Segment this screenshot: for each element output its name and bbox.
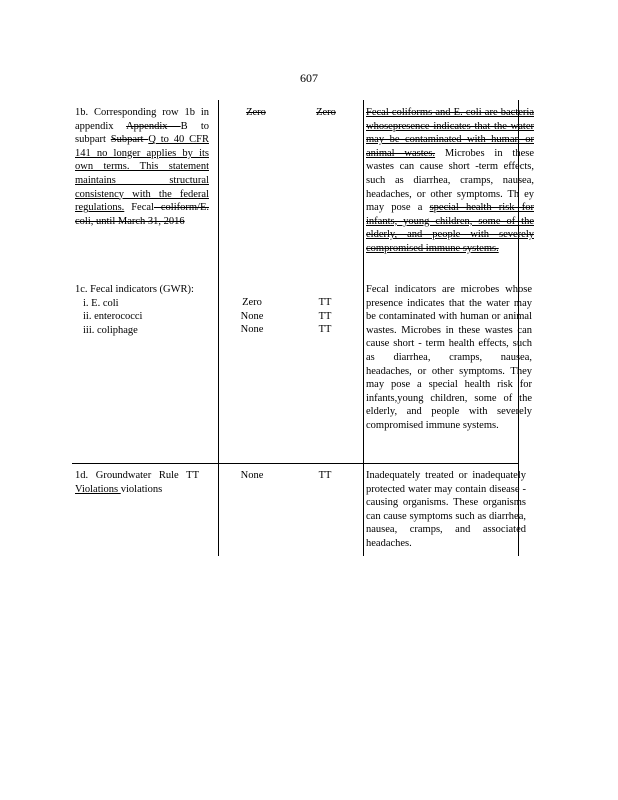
table-column-divider-2	[363, 100, 364, 556]
row-1b-text-5: Q to 40 CFR 141 no longer applies by its own terms. This statement maintains structural consistency with the federal regulations.	[75, 134, 209, 214]
row-1c-item-2: ii. enterococci	[83, 311, 143, 323]
row-1c-title: 1c. Fecal indicators (GWR):	[75, 284, 194, 295]
row-1c-mclg-cell	[222, 296, 282, 337]
row-1b-mcl-cell: Zero	[316, 107, 336, 118]
table-row-divider	[72, 463, 519, 464]
table-column-divider-1	[218, 100, 219, 556]
row-1d-mclg-cell: None	[240, 470, 264, 481]
row-1b-text-6: Fecal	[124, 202, 154, 214]
row-1c-health-effects-cell: Fecal indicators are microbes whose presence indicates that the water may be contaminated with human or animal wastes. Microbes in these wastes can cause short - term health effects, such as diarrhea, cramps, nausea, headaches, or other symptoms. They may pose a special health risk for infants,young children, some of the elderly, and people with severely compromised immune systems.	[366, 284, 532, 431]
row-1d-text-1: 1d. Groundwater Rule TT	[75, 470, 199, 481]
row-1b-text-7: coliform/E. coli, until March 31, 2016	[75, 202, 209, 227]
row-1d-requirement-cell	[75, 469, 199, 496]
row-1b-text-2: Appendix	[126, 120, 181, 132]
row-1b-mclg-cell: Zero	[246, 107, 266, 118]
row-1c-mclg-2: None	[240, 310, 264, 322]
row-1b-health-effects-cell	[366, 106, 534, 256]
row-1c-item-1: i. E. coli	[83, 297, 119, 309]
row-1b-text-3: B to subpart	[75, 120, 209, 146]
row-1d-health-effects-cell: Inadequately treated or inadequately protected water may contain disease -causing organisms. These organisms can cause symptoms such as diarrhea, nausea, cramps, and associated headaches.	[366, 470, 526, 549]
row-1b-text-1: 1b. Corresponding row 1b in appendix	[75, 107, 209, 132]
row-1d-text-3: violations	[120, 483, 163, 495]
row-1b-effects-text-1: Fecal coliforms and E. coli are bacteria whosepresence indicates that the water may be contaminated with human or animal wastes.	[366, 107, 534, 159]
row-1c-requirement-cell	[75, 283, 209, 337]
row-1d-mcl-cell: TT	[318, 470, 332, 481]
row-1c-mclg-1: Zero	[242, 297, 262, 308]
row-1c-item-3: iii. coliphage	[83, 324, 138, 336]
row-1c-mcl-cell	[295, 296, 355, 337]
row-1b-effects-text-2: Microbes in these wastes can cause short -term effects, such as diarrhea, cramps, nausea, headaches, or other symptoms. Th ey may pose a	[366, 147, 534, 214]
row-1b-text-4: Subpart	[110, 134, 149, 146]
row-1c-mclg-3: None	[240, 324, 264, 336]
row-1b-effects-text-3: special health risk for infants, young children, some of the elderly, and people with severely compromised immune systems.	[366, 202, 534, 254]
page-number: 607	[300, 71, 318, 85]
row-1b-requirement-cell	[75, 106, 209, 228]
row-1c-mcl-2: TT	[318, 310, 332, 322]
row-1d-text-2: Violations	[75, 483, 121, 495]
row-1c-mcl-3: TT	[318, 324, 332, 336]
row-1c-mcl-1: TT	[318, 297, 332, 308]
